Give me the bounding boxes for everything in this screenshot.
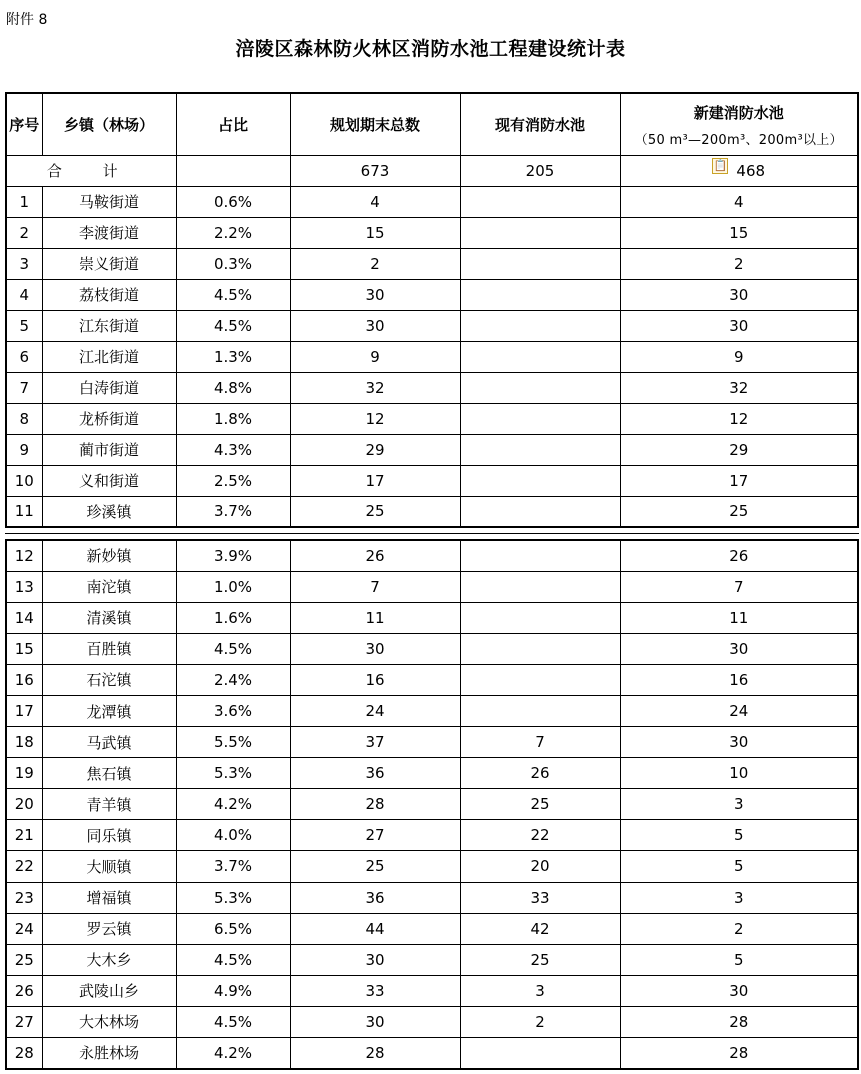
cell-existing: 22 (460, 820, 620, 851)
cell-new: 2 (620, 248, 858, 279)
cell-planned: 12 (290, 403, 460, 434)
totals-new (620, 155, 858, 186)
cell-new: 3 (620, 882, 858, 913)
cell-planned: 44 (290, 913, 460, 944)
cell-existing: 33 (460, 882, 620, 913)
header-planned: 规划期末总数 (290, 93, 460, 155)
table-row (6, 882, 858, 913)
cell-new: 30 (620, 727, 858, 758)
totals-planned: 673 (290, 155, 460, 186)
cell-planned: 29 (290, 434, 460, 465)
cell-new: 11 (620, 602, 858, 633)
stats-table-part-2 (5, 539, 859, 1070)
table-row (6, 496, 858, 527)
cell-town: 大顺镇 (42, 851, 176, 882)
cell-town: 龙桥街道 (42, 403, 176, 434)
cell-seq: 12 (6, 540, 42, 571)
cell-ratio: 4.3% (176, 434, 290, 465)
cell-town: 龙潭镇 (42, 695, 176, 726)
cell-new: 30 (620, 975, 858, 1006)
cell-existing (460, 633, 620, 664)
cell-existing (460, 571, 620, 602)
cell-ratio: 4.5% (176, 633, 290, 664)
table-row (6, 540, 858, 571)
cell-town: 石沱镇 (42, 664, 176, 695)
table-row (6, 664, 858, 695)
cell-new: 2 (620, 913, 858, 944)
cell-planned: 36 (290, 758, 460, 789)
cell-seq: 20 (6, 789, 42, 820)
cell-ratio: 4.5% (176, 1006, 290, 1037)
header-town: 乡镇（林场） (42, 93, 176, 155)
cell-town: 青羊镇 (42, 789, 176, 820)
cell-ratio: 1.3% (176, 341, 290, 372)
cell-planned: 11 (290, 602, 460, 633)
cell-seq: 28 (6, 1038, 42, 1069)
cell-town: 南沱镇 (42, 571, 176, 602)
cell-existing (460, 540, 620, 571)
table-row (6, 851, 858, 882)
cell-seq: 5 (6, 310, 42, 341)
cell-ratio: 4.5% (176, 310, 290, 341)
table-row (6, 695, 858, 726)
cell-new: 17 (620, 465, 858, 496)
cell-town: 江东街道 (42, 310, 176, 341)
cell-seq: 8 (6, 403, 42, 434)
cell-planned: 30 (290, 310, 460, 341)
cell-new: 7 (620, 571, 858, 602)
cell-town: 蔺市街道 (42, 434, 176, 465)
cell-existing: 7 (460, 727, 620, 758)
cell-existing (460, 403, 620, 434)
cell-seq: 2 (6, 217, 42, 248)
cell-existing (460, 602, 620, 633)
cell-ratio: 4.2% (176, 1038, 290, 1069)
cell-planned: 2 (290, 248, 460, 279)
cell-planned: 17 (290, 465, 460, 496)
table-row (6, 633, 858, 664)
cell-new: 5 (620, 851, 858, 882)
cell-planned: 30 (290, 279, 460, 310)
cell-seq: 15 (6, 633, 42, 664)
cell-existing: 25 (460, 944, 620, 975)
table-row (6, 975, 858, 1006)
cell-existing (460, 310, 620, 341)
totals-ratio (176, 155, 290, 186)
cell-seq: 3 (6, 248, 42, 279)
cell-planned: 9 (290, 341, 460, 372)
cell-planned: 28 (290, 789, 460, 820)
cell-existing (460, 372, 620, 403)
cell-seq: 22 (6, 851, 42, 882)
cell-town: 大木林场 (42, 1006, 176, 1037)
cell-seq: 1 (6, 186, 42, 217)
cell-seq: 4 (6, 279, 42, 310)
table-row (6, 310, 858, 341)
table-row (6, 403, 858, 434)
cell-seq: 27 (6, 1006, 42, 1037)
cell-town: 崇义街道 (42, 248, 176, 279)
cell-new: 10 (620, 758, 858, 789)
table-row (6, 602, 858, 633)
header-ratio: 占比 (176, 93, 290, 155)
header-existing: 现有消防水池 (460, 93, 620, 155)
cell-existing (460, 341, 620, 372)
table-row (6, 727, 858, 758)
cell-town: 同乐镇 (42, 820, 176, 851)
table-row (6, 341, 858, 372)
header-new (620, 93, 858, 155)
cell-existing (460, 217, 620, 248)
cell-planned: 37 (290, 727, 460, 758)
cell-ratio: 4.5% (176, 279, 290, 310)
cell-ratio: 4.8% (176, 372, 290, 403)
cell-town: 永胜林场 (42, 1038, 176, 1069)
cell-ratio: 3.6% (176, 695, 290, 726)
cell-ratio: 1.8% (176, 403, 290, 434)
cell-ratio: 2.2% (176, 217, 290, 248)
cell-new: 3 (620, 789, 858, 820)
cell-ratio: 3.7% (176, 851, 290, 882)
totals-new-value: 468 (736, 161, 766, 180)
cell-new: 15 (620, 217, 858, 248)
table-row (6, 913, 858, 944)
header-seq: 序号 (6, 93, 42, 155)
cell-existing (460, 664, 620, 695)
cell-seq: 10 (6, 465, 42, 496)
cell-seq: 6 (6, 341, 42, 372)
cell-existing: 20 (460, 851, 620, 882)
cell-existing (460, 434, 620, 465)
cell-existing (460, 279, 620, 310)
cell-planned: 16 (290, 664, 460, 695)
cell-new: 4 (620, 186, 858, 217)
cell-town: 武陵山乡 (42, 975, 176, 1006)
cell-new: 16 (620, 664, 858, 695)
cell-ratio: 5.5% (176, 727, 290, 758)
table-row (6, 571, 858, 602)
table-row (6, 820, 858, 851)
table-row (6, 1038, 858, 1069)
cell-town: 清溪镇 (42, 602, 176, 633)
cell-planned: 30 (290, 944, 460, 975)
cell-ratio: 4.5% (176, 944, 290, 975)
cell-seq: 25 (6, 944, 42, 975)
cell-existing: 2 (460, 1006, 620, 1037)
cell-seq: 24 (6, 913, 42, 944)
cell-ratio: 3.9% (176, 540, 290, 571)
cell-seq: 11 (6, 496, 42, 527)
cell-planned: 32 (290, 372, 460, 403)
cell-existing (460, 1038, 620, 1069)
cell-new: 9 (620, 341, 858, 372)
cell-seq: 21 (6, 820, 42, 851)
cell-new: 30 (620, 633, 858, 664)
cell-new: 28 (620, 1006, 858, 1037)
cell-town: 增福镇 (42, 882, 176, 913)
cell-new: 30 (620, 279, 858, 310)
table-row (6, 789, 858, 820)
cell-ratio: 4.9% (176, 975, 290, 1006)
cell-town: 马鞍街道 (42, 186, 176, 217)
cell-planned: 27 (290, 820, 460, 851)
cell-seq: 19 (6, 758, 42, 789)
header-new-sub: （50 m³—200m³、200m³以上） (634, 133, 843, 149)
cell-ratio: 4.2% (176, 789, 290, 820)
attachment-label: 附件 8 (6, 12, 48, 28)
cell-town: 义和街道 (42, 465, 176, 496)
cell-seq: 23 (6, 882, 42, 913)
totals-label: 合 计 (6, 155, 176, 186)
cell-new: 26 (620, 540, 858, 571)
table-row (6, 372, 858, 403)
table-row (6, 248, 858, 279)
document-title: 涪陵区森林防火林区消防水池工程建设统计表 (235, 38, 626, 60)
cell-planned: 4 (290, 186, 460, 217)
cell-ratio: 2.4% (176, 664, 290, 695)
cell-ratio: 3.7% (176, 496, 290, 527)
cell-town: 新妙镇 (42, 540, 176, 571)
cell-new: 30 (620, 310, 858, 341)
table-row (6, 465, 858, 496)
cell-new: 12 (620, 403, 858, 434)
cell-seq: 9 (6, 434, 42, 465)
cell-existing (460, 465, 620, 496)
cell-town: 江北街道 (42, 341, 176, 372)
table-row (6, 1006, 858, 1037)
cell-town: 白涛街道 (42, 372, 176, 403)
cell-planned: 28 (290, 1038, 460, 1069)
header-new-main: 新建消防水池 (693, 104, 784, 123)
cell-ratio: 1.0% (176, 571, 290, 602)
cell-new: 28 (620, 1038, 858, 1069)
cell-existing: 26 (460, 758, 620, 789)
page-break-line (5, 533, 859, 534)
cell-ratio: 1.6% (176, 602, 290, 633)
cell-new: 5 (620, 944, 858, 975)
cell-planned: 15 (290, 217, 460, 248)
cell-town: 焦石镇 (42, 758, 176, 789)
cell-new: 29 (620, 434, 858, 465)
paste-options-icon[interactable]: 📋 (713, 158, 728, 172)
cell-new: 25 (620, 496, 858, 527)
cell-seq: 17 (6, 695, 42, 726)
cell-planned: 25 (290, 496, 460, 527)
cell-ratio: 4.0% (176, 820, 290, 851)
cell-town: 马武镇 (42, 727, 176, 758)
cell-existing: 3 (460, 975, 620, 1006)
cell-seq: 26 (6, 975, 42, 1006)
table-row (6, 186, 858, 217)
cell-planned: 33 (290, 975, 460, 1006)
cell-seq: 7 (6, 372, 42, 403)
cell-ratio: 2.5% (176, 465, 290, 496)
cell-new: 32 (620, 372, 858, 403)
cell-town: 李渡街道 (42, 217, 176, 248)
cell-existing (460, 496, 620, 527)
cell-ratio: 6.5% (176, 913, 290, 944)
cell-seq: 18 (6, 727, 42, 758)
cell-existing: 42 (460, 913, 620, 944)
cell-planned: 36 (290, 882, 460, 913)
cell-existing (460, 248, 620, 279)
cell-new: 5 (620, 820, 858, 851)
cell-town: 大木乡 (42, 944, 176, 975)
totals-row (6, 155, 858, 186)
cell-seq: 14 (6, 602, 42, 633)
cell-planned: 7 (290, 571, 460, 602)
cell-existing (460, 186, 620, 217)
cell-planned: 24 (290, 695, 460, 726)
cell-planned: 30 (290, 633, 460, 664)
cell-seq: 13 (6, 571, 42, 602)
table-row (6, 944, 858, 975)
cell-planned: 26 (290, 540, 460, 571)
stats-table-part-1 (5, 92, 859, 528)
cell-ratio: 5.3% (176, 882, 290, 913)
table-header-row (6, 93, 858, 155)
cell-new: 24 (620, 695, 858, 726)
cell-planned: 30 (290, 1006, 460, 1037)
cell-planned: 25 (290, 851, 460, 882)
cell-town: 珍溪镇 (42, 496, 176, 527)
cell-ratio: 0.3% (176, 248, 290, 279)
cell-existing (460, 695, 620, 726)
cell-existing: 25 (460, 789, 620, 820)
cell-seq: 16 (6, 664, 42, 695)
cell-town: 荔枝街道 (42, 279, 176, 310)
table-row (6, 758, 858, 789)
cell-ratio: 0.6% (176, 186, 290, 217)
table-row (6, 217, 858, 248)
table-row (6, 434, 858, 465)
cell-town: 罗云镇 (42, 913, 176, 944)
cell-town: 百胜镇 (42, 633, 176, 664)
cell-ratio: 5.3% (176, 758, 290, 789)
table-row (6, 279, 858, 310)
totals-existing: 205 (460, 155, 620, 186)
